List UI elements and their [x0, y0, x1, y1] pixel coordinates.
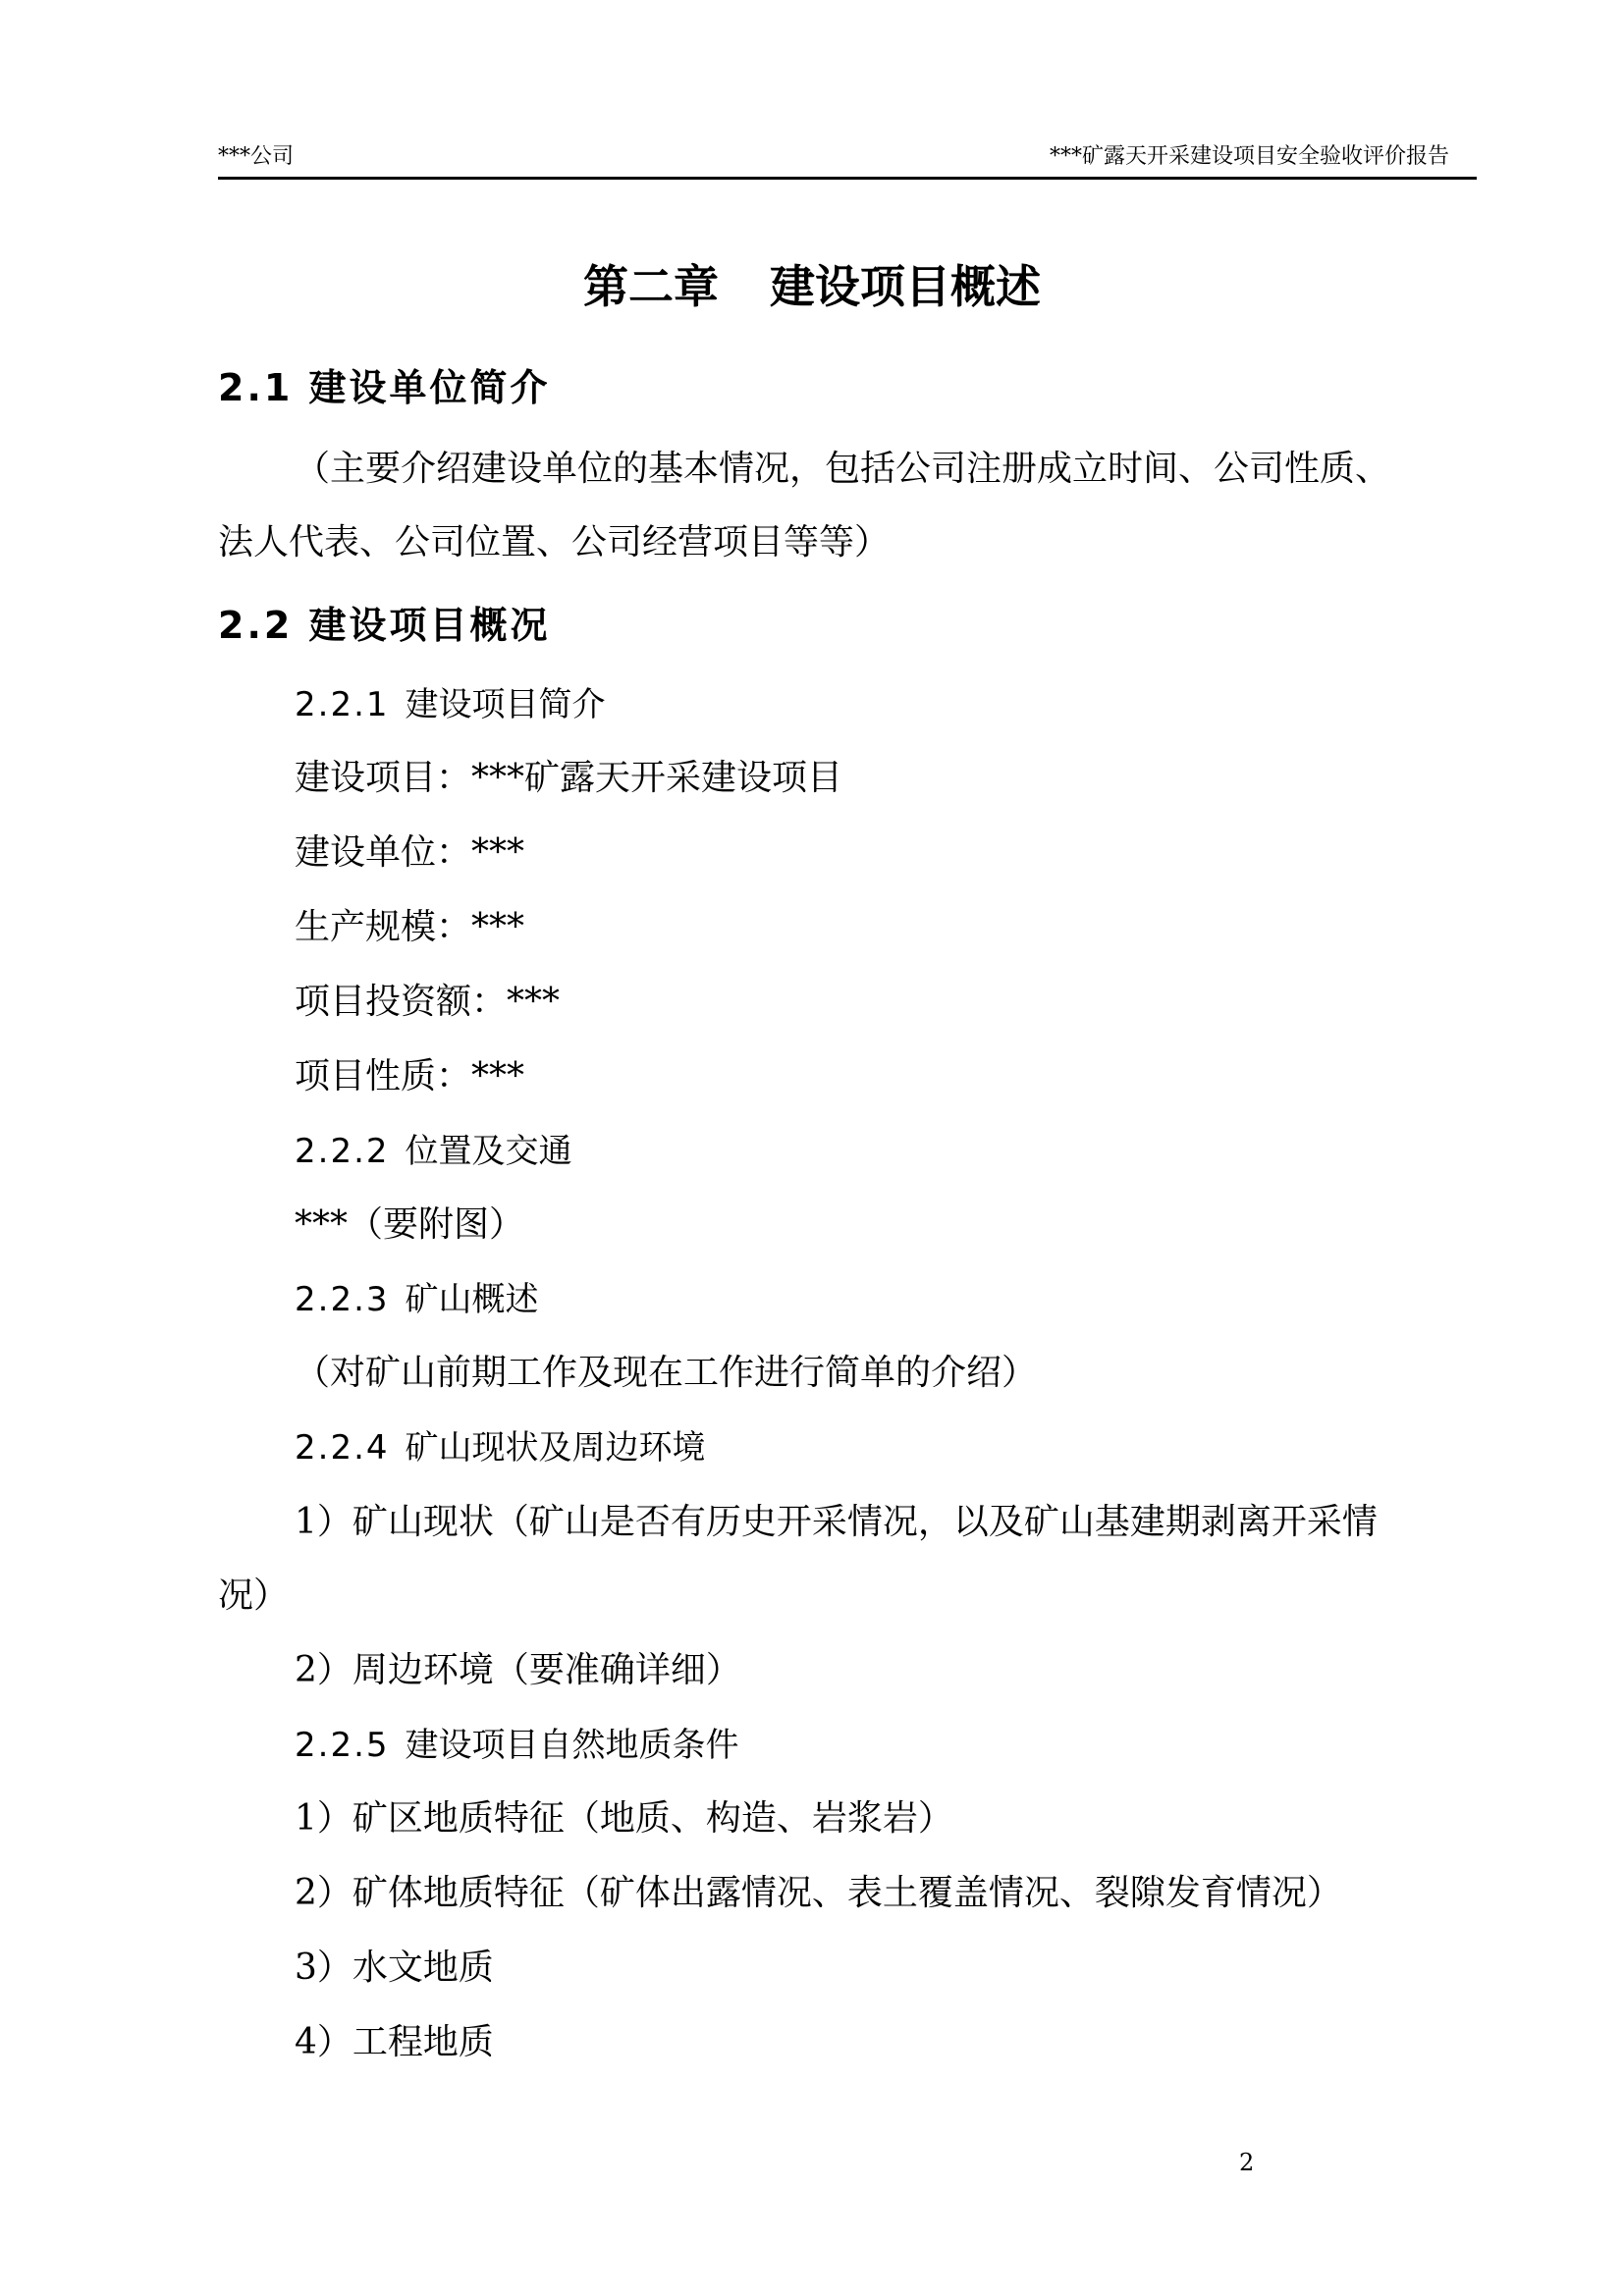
chapter-name: 建设项目概述: [770, 260, 1041, 313]
geology-item-2: 2）矿体地质特征（矿体出露情况、表土覆盖情况、裂隙发育情况）: [295, 1873, 1342, 1913]
surroundings-line: 2）周边环境（要准确详细）: [295, 1650, 741, 1690]
geology-item-3: 3）水文地质: [295, 1948, 494, 1988]
subsection-heading-2-2-3: [295, 1277, 539, 1322]
header-company: ***公司: [218, 144, 295, 169]
project-name-line: 建设项目：***矿露天开采建设项目: [295, 758, 843, 798]
geology-item-1: 1）矿区地质特征（地质、构造、岩浆岩）: [295, 1798, 953, 1839]
subsection-heading-2-2-1: [295, 682, 606, 727]
production-scale-line: 生产规模：***: [295, 907, 525, 947]
chapter-title: [0, 257, 1624, 316]
subsection-title: 矿山现状及周边环境: [405, 1428, 706, 1468]
project-nature-line: 项目性质：***: [295, 1056, 525, 1096]
subsection-title: 矿山概述: [405, 1280, 539, 1319]
subsection-heading-2-2-5: [295, 1723, 739, 1768]
subsection-number: 2.2.3: [295, 1280, 390, 1319]
subsection-heading-2-2-4: [295, 1425, 706, 1470]
page-number: 2: [1239, 2149, 1255, 2176]
subsection-heading-2-2-2: [295, 1129, 572, 1174]
page-header: [218, 143, 1477, 180]
subsection-number: 2.2.4: [295, 1428, 390, 1468]
investment-line: 项目投资额：***: [295, 982, 561, 1022]
mine-status-line2: 况）: [218, 1575, 290, 1616]
subsection-number: 2.2.2: [295, 1132, 390, 1171]
subsection-number: 2.2.1: [295, 685, 390, 724]
subsection-title: 建设项目自然地质条件: [405, 1726, 739, 1765]
subsection-title: 建设项目简介: [405, 685, 606, 724]
section-heading-2-2: 2.2 建设项目概况: [218, 604, 551, 647]
paragraph-2-1-line2: 法人代表、公司位置、公司经营项目等等）: [218, 522, 891, 562]
subsection-number: 2.2.5: [295, 1726, 390, 1765]
mine-overview-line: （对矿山前期工作及现在工作进行简单的介绍）: [295, 1353, 1038, 1393]
geology-item-4: 4）工程地质: [295, 2022, 494, 2062]
header-report-title: ***矿露天开采建设项目安全验收评价报告: [1049, 144, 1449, 169]
subsection-title: 位置及交通: [405, 1132, 572, 1171]
mine-status-line1: 1）矿山现状（矿山是否有历史开采情况，以及矿山基建期剥离开采情: [295, 1502, 1378, 1542]
location-line: ***（要附图）: [295, 1204, 525, 1245]
chapter-number: 第二章: [583, 260, 719, 313]
paragraph-2-1-line1: （主要介绍建设单位的基本情况，包括公司注册成立时间、公司性质、: [295, 449, 1391, 489]
builder-unit-line: 建设单位：***: [295, 832, 525, 873]
section-heading-2-1: 2.1 建设单位简介: [218, 366, 551, 409]
